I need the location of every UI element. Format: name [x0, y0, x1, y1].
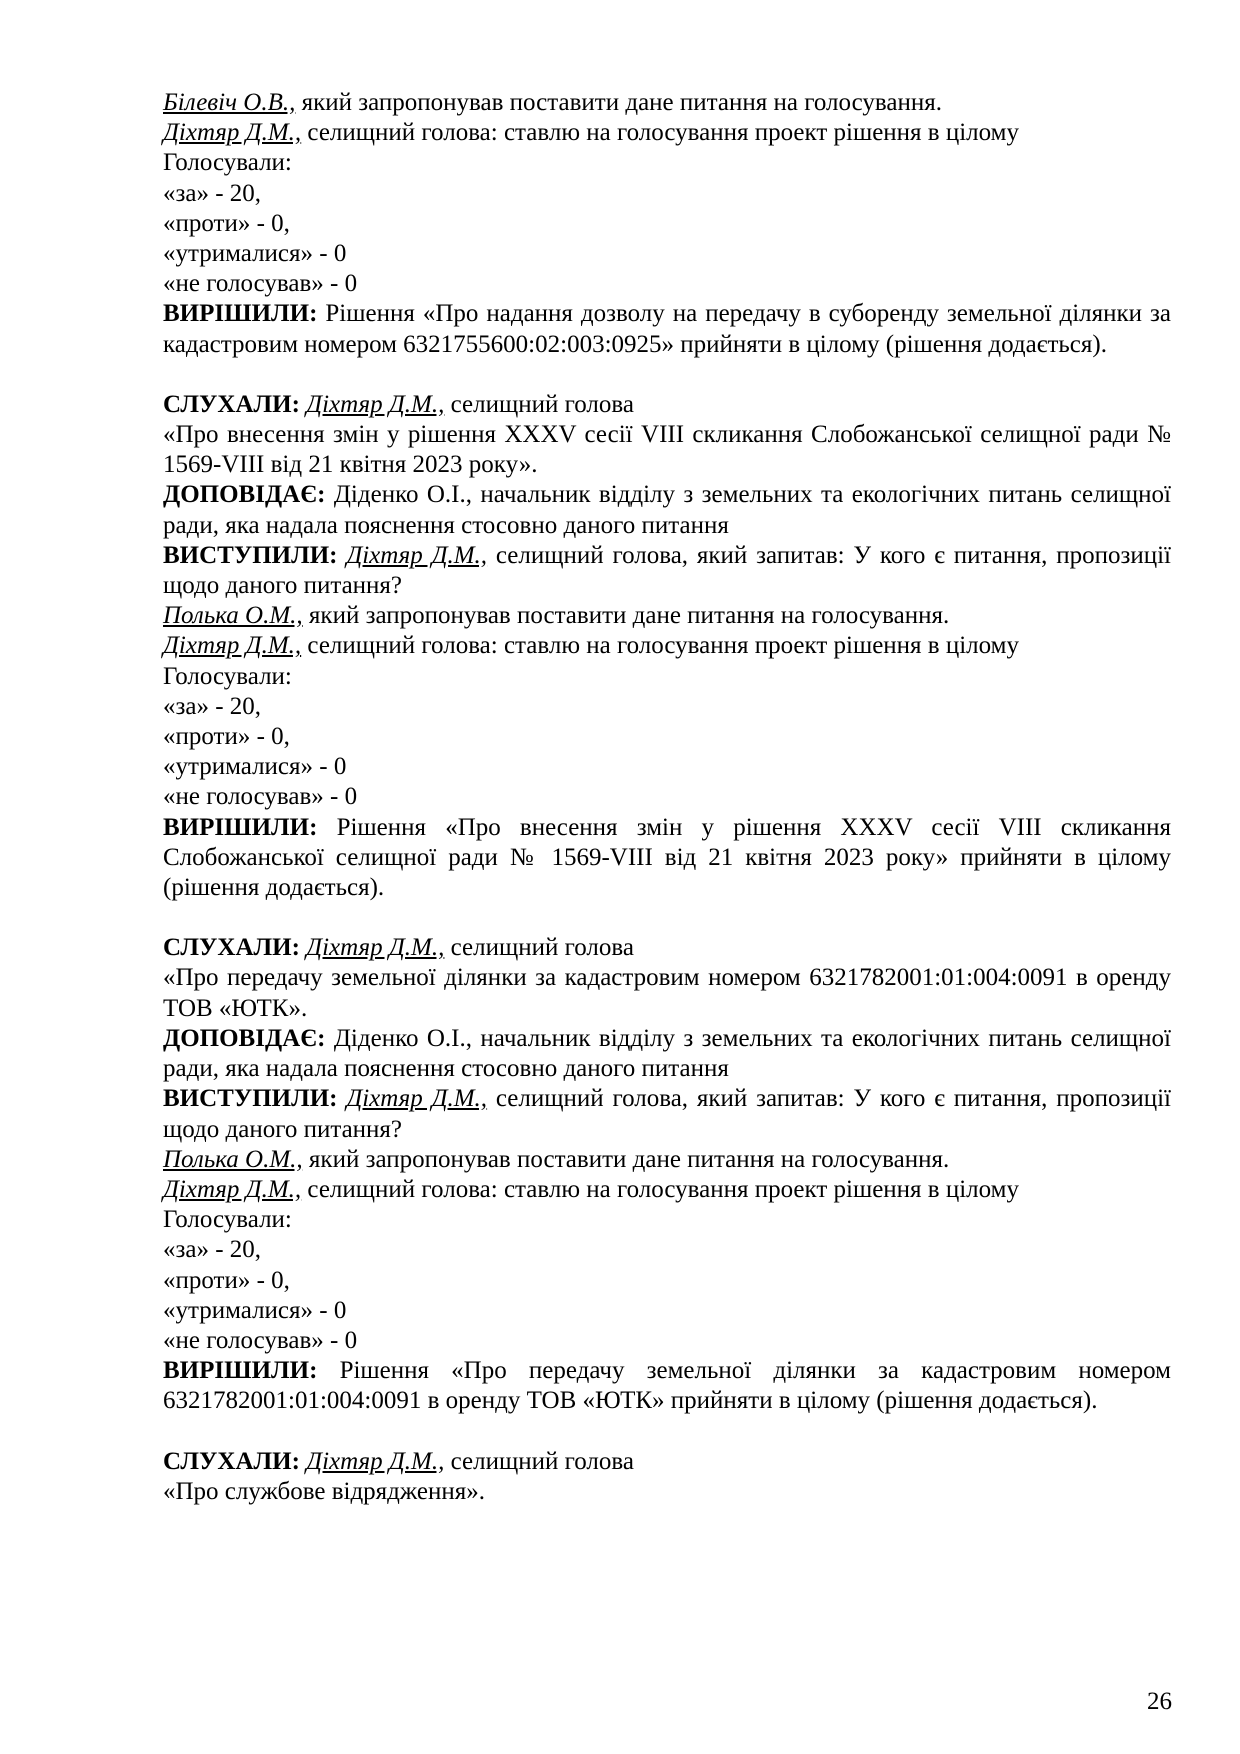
vote-call-line: Діхтяр Д.М., селищний голова: ставлю на голосування проект рішення в цілому — [163, 632, 1019, 660]
report-paragraph: ДОПОВІДАЄ: Діденко О.І., начальник відділу з земельних та екологічних питань селищної ради, яка надала пояснення стосовно даного питання — [163, 481, 1171, 539]
spoke-label: ВИСТУПИЛИ: — [163, 1085, 338, 1113]
vote-call-line: Діхтяр Д.М., селищний голова: ставлю на голосування проект рішення в цілому — [163, 119, 1019, 147]
speaker-name: Діхтяр Д.М., — [306, 390, 445, 418]
vote-abstain: «утрималися» - 0 — [163, 753, 347, 781]
vote-against: «проти» - 0, — [163, 1266, 290, 1294]
vote-against: «проти» - 0, — [163, 723, 290, 751]
proposal-line: Полька О.М., який запропонував поставити дане питання на голосування. — [163, 1145, 950, 1173]
speaker-name: Діхтяр Д.М., — [163, 119, 302, 147]
speaker-name: Білевіч О.В., — [163, 89, 296, 116]
agenda-topic: «Про передачу земельної ділянки за кадастровим номером 6321782001:01:004:0091 в оренду ТОВ «ЮТК». — [163, 964, 1171, 1022]
vote-for: «за» - 20, — [163, 692, 262, 720]
resolution-paragraph: ВИРІШИЛИ: Рішення «Про передачу земельної ділянки за кадастровим номером 6321782001:01:004:0091 в оренду ТОВ «ЮТК» прийняти в цілому (рішення додається). — [163, 1357, 1171, 1415]
speaker-name: Діхтяр Д.М., — [163, 632, 302, 660]
resolution-paragraph: ВИРІШИЛИ: Рішення «Про надання дозволу на передачу в суборенду земельної ділянки за кадастровим номером 6321755600:02:003:0925» прийняти в цілому (рішення додається). — [163, 300, 1171, 358]
vote-not-voted: «не голосував» - 0 — [163, 270, 358, 298]
page-number: 26 — [1147, 1688, 1172, 1715]
resolution-paragraph: ВИРІШИЛИ: Рішення «Про внесення змін у рішення XXXV сесії VIII скликання Слобожанської селищної ради № 1569-VIII від 21 квітня 2023 року» прийняти в цілому (рішення додається). — [163, 813, 1171, 902]
resolved-label: ВИРІШИЛИ: — [163, 1357, 318, 1385]
report-paragraph: ДОПОВІДАЄ: Діденко О.І., начальник відділу з земельних та екологічних питань селищної ради, яка надала пояснення стосовно даного питання — [163, 1024, 1171, 1083]
speaker-name: Діхтяр Д.М., — [306, 934, 445, 962]
resolved-label: ВИРІШИЛИ: — [163, 813, 318, 841]
vote-for: «за» - 20, — [163, 1236, 262, 1264]
agenda-topic: «Про внесення змін у рішення XXXV сесії VIII скликання Слобожанської селищної ради № 1569-VIII від 21 квітня 2023 року». — [163, 421, 1171, 479]
speakers-paragraph: ВИСТУПИЛИ: Діхтяр Д.М., селищний голова, який запитав: У кого є питання, пропозиції щодо даного питання? — [163, 1085, 1171, 1143]
speaker-name: Полька О.М., — [163, 602, 303, 630]
vote-against: «проти» - 0, — [163, 209, 290, 237]
heard-label: СЛУХАЛИ: — [163, 390, 300, 418]
heard-label: СЛУХАЛИ: — [163, 934, 300, 962]
vote-for: «за» - 20, — [163, 179, 262, 207]
report-label: ДОПОВІДАЄ: — [163, 481, 326, 509]
speaker-name: Діхтяр Д.М., — [346, 1085, 488, 1113]
proposal-line: Білевіч О.В., який запропонував поставити дане питання на голосування. — [163, 89, 942, 116]
speaker-name: Полька О.М., — [163, 1145, 303, 1173]
document-body — [163, 88, 1171, 1507]
proposal-line: Полька О.М., який запропонував поставити дане питання на голосування. — [163, 602, 950, 630]
vote-abstain: «утрималися» - 0 — [163, 1296, 347, 1324]
report-label: ДОПОВІДАЄ: — [163, 1024, 326, 1052]
resolved-label: ВИРІШИЛИ: — [163, 300, 318, 328]
voted-label: Голосували: — [163, 149, 292, 177]
heard-label: СЛУХАЛИ: — [163, 1447, 300, 1475]
heard-line: СЛУХАЛИ: Діхтяр Д.М., селищний голова — [163, 934, 634, 962]
voted-label: Голосували: — [163, 1206, 292, 1234]
speakers-paragraph: ВИСТУПИЛИ: Діхтяр Д.М., селищний голова, який запитав: У кого є питання, пропозиції щодо даного питання? — [163, 541, 1171, 600]
speaker-name: Діхтяр Д.М., — [306, 1447, 445, 1475]
vote-abstain: «утрималися» - 0 — [163, 240, 347, 268]
speaker-name: Діхтяр Д.М., — [163, 1175, 302, 1203]
vote-not-voted: «не голосував» - 0 — [163, 783, 358, 811]
heard-line: СЛУХАЛИ: Діхтяр Д.М., селищний голова — [163, 1447, 634, 1475]
spoke-label: ВИСТУПИЛИ: — [163, 541, 338, 569]
vote-not-voted: «не голосував» - 0 — [163, 1326, 358, 1354]
heard-line: СЛУХАЛИ: Діхтяр Д.М., селищний голова — [163, 390, 634, 418]
vote-call-line: Діхтяр Д.М., селищний голова: ставлю на голосування проект рішення в цілому — [163, 1175, 1019, 1203]
agenda-topic: «Про службове відрядження». — [163, 1477, 485, 1505]
speaker-name: Діхтяр Д.М., — [346, 541, 488, 569]
voted-label: Голосували: — [163, 662, 292, 690]
